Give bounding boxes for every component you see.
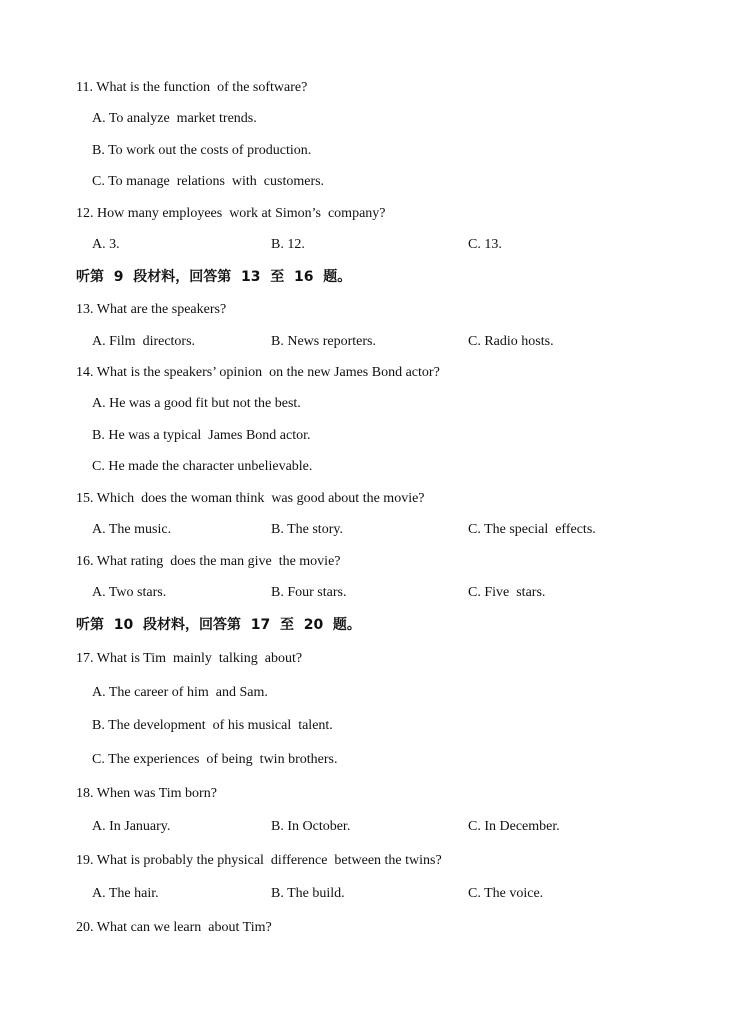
question-11-option-a: A. To analyze market trends. [92, 111, 257, 126]
question-19-option-c: C. The voice. [468, 886, 544, 901]
question-17: 17. What is Tim mainly talking about? [76, 651, 303, 666]
question-15: 15. Which does the woman think was good about the movie? [76, 491, 425, 506]
question-13-option-a: A. Film directors. [92, 334, 196, 349]
question-18-option-b: B. In October. [271, 819, 351, 834]
question-11-option-b: B. To work out the costs of production. [92, 143, 312, 158]
question-13: 13. What are the speakers? [76, 302, 227, 317]
question-11: 11. What is the function of the software? [76, 80, 308, 95]
question-19-option-b: B. The build. [271, 886, 345, 901]
section-heading-9: 听第 9 段材料，回答第 13 至 16 题。 [76, 269, 352, 285]
question-17-option-a: A. The career of him and Sam. [92, 685, 268, 700]
question-14: 14. What is the speakers’ opinion on the new James Bond actor? [76, 365, 440, 380]
question-18-option-a: A. In January. [92, 819, 171, 834]
question-20: 20. What can we learn about Tim? [76, 920, 272, 935]
question-19: 19. What is probably the physical difference between the twins? [76, 853, 442, 868]
question-15-option-b: B. The story. [271, 522, 343, 537]
question-13-option-b: B. News reporters. [271, 334, 376, 349]
question-12: 12. How many employees work at Simon’s company? [76, 206, 386, 221]
question-12-option-b: B. 12. [271, 237, 305, 252]
question-18: 18. When was Tim born? [76, 786, 217, 801]
question-13-option-c: C. Radio hosts. [468, 334, 554, 349]
question-14-option-a: A. He was a good fit but not the best. [92, 396, 301, 411]
question-16: 16. What rating does the man give the movie? [76, 554, 341, 569]
question-15-option-a: A. The music. [92, 522, 172, 537]
question-17-option-b: B. The development of his musical talent. [92, 718, 333, 733]
section-heading-10: 听第 10 段材料，回答第 17 至 20 题。 [76, 617, 361, 633]
question-15-option-c: C. The special effects. [468, 522, 596, 537]
question-12-option-c: C. 13. [468, 237, 502, 252]
question-19-option-a: A. The hair. [92, 886, 159, 901]
question-11-option-c: C. To manage relations with customers. [92, 174, 325, 189]
question-14-option-c: C. He made the character unbelievable. [92, 459, 313, 474]
question-12-option-a: A. 3. [92, 237, 120, 252]
question-16-option-c: C. Five stars. [468, 585, 546, 600]
question-14-option-b: B. He was a typical James Bond actor. [92, 428, 311, 443]
question-18-option-c: C. In December. [468, 819, 560, 834]
question-16-option-a: A. Two stars. [92, 585, 167, 600]
question-17-option-c: C. The experiences of being twin brothers. [92, 752, 338, 767]
question-16-option-b: B. Four stars. [271, 585, 347, 600]
